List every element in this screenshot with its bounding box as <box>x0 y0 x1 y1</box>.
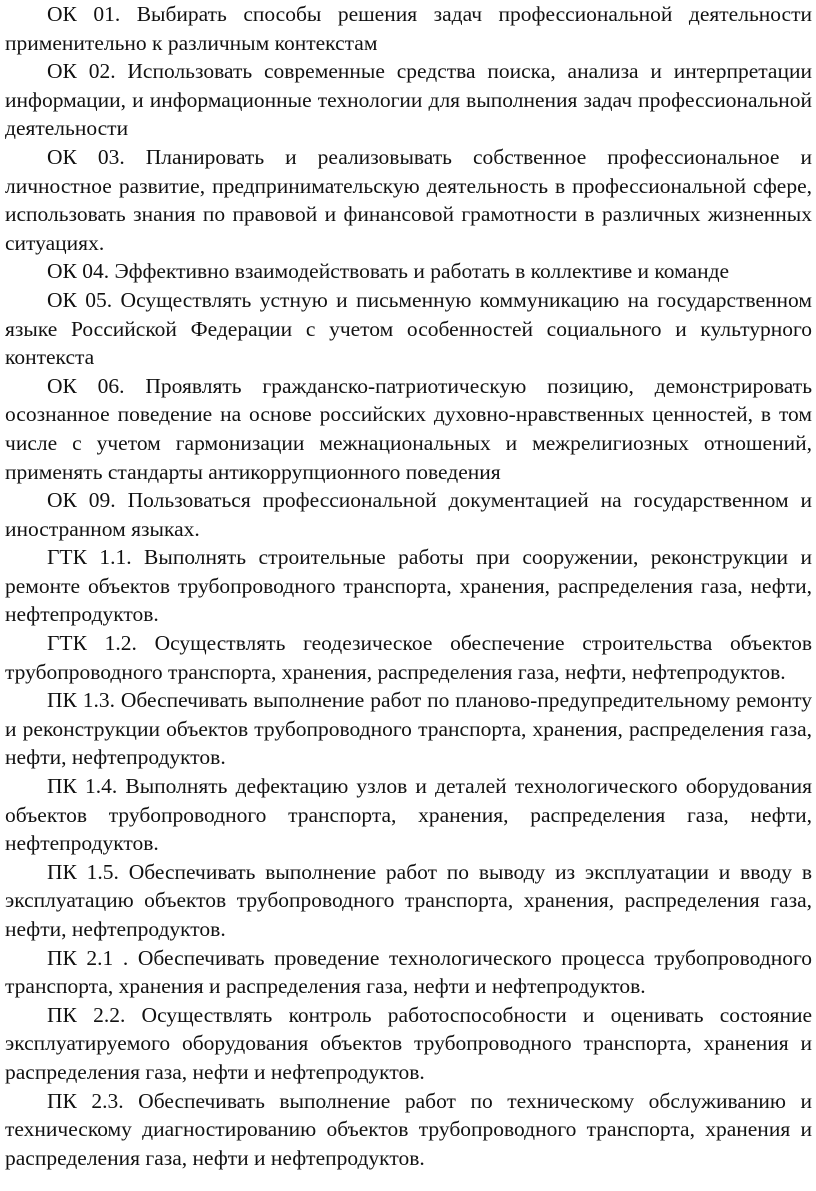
competency-ok-03: ОК 03. Планировать и реализовывать собственное профессиональное и личностное развитие, предпринимательскую деятельность в профессиональной сфере, использовать знания по правовой и финансовой грамотности в различных жизненных ситуациях. <box>5 144 812 255</box>
competency-pk-2-3: ПК 2.3. Обеспечивать выполнение работ по техническому обслуживанию и техническому диагностированию объектов трубопроводного транспорта, хранения и распределения газа, нефти и нефтепродуктов. <box>5 1088 812 1170</box>
competency-ok-06: ОК 06. Проявлять гражданско-патриотическую позицию, демонстрировать осознанное поведение на основе российских духовно-нравственных ценностей, в том числе с учетом гармонизации межнациональных и межрелигиозных отношений, применять стандарты антикоррупционного поведения <box>5 373 812 484</box>
competency-ok-04: ОК 04. Эффективно взаимодействовать и работать в коллективе и команде <box>47 259 730 284</box>
competency-pk-1-5: ПК 1.5. Обеспечивать выполнение работ по выводу из эксплуатации и вводу в эксплуатацию объектов трубопроводного транспорта, хранения, распределения газа, нефти, нефтепродуктов. <box>5 859 812 941</box>
competency-pk-1-3: ПК 1.3. Обеспечивать выполнение работ по планово-предупредительному ремонту и реконструкции объектов трубопроводного транспорта, хранения, распределения газа, нефти, нефтепродуктов. <box>5 688 812 770</box>
competency-ok-02: ОК 02. Использовать современные средства поиска, анализа и интерпретации информации, и информационные технологии для выполнения задач профессиональной деятельности <box>5 59 812 141</box>
competency-ok-09: ОК 09. Пользоваться профессиональной документацией на государственном и иностранном языках. <box>5 488 812 541</box>
competency-ok-01: ОК 01. Выбирать способы решения задач профессиональной деятельности применительно к различным контекстам <box>5 2 812 55</box>
competency-gtk-1-1: ГТК 1.1. Выполнять строительные работы при сооружении, реконструкции и ремонте объектов трубопроводного транспорта, хранения, распределения газа, нефти, нефтепродуктов. <box>5 545 812 627</box>
competency-pk-1-4: ПК 1.4. Выполнять дефектацию узлов и деталей технологического оборудования объектов трубопроводного транспорта, хранения, распределения газа, нефти, нефтепродуктов. <box>5 774 812 856</box>
competency-ok-05: ОК 05. Осуществлять устную и письменную коммуникацию на государственном языке Российской Федерации с учетом особенностей социального и культурного контекста <box>5 287 812 370</box>
competency-gtk-1-2: ГТК 1.2. Осуществлять геодезическое обеспечение строительства объектов трубопроводного транспорта, хранения, распределения газа, нефти, нефтепродуктов. <box>5 631 812 684</box>
competency-pk-2-1: ПК 2.1 . Обеспечивать проведение технологического процесса трубопроводного транспорта, хранения и распределения газа, нефти и нефтепродуктов. <box>5 945 812 999</box>
competency-pk-2-2: ПК 2.2. Осуществлять контроль работоспособности и оценивать состояние эксплуатируемого оборудования объектов трубопроводного транспорта, хранения и распределения газа, нефти и нефтепродуктов. <box>5 1002 812 1084</box>
